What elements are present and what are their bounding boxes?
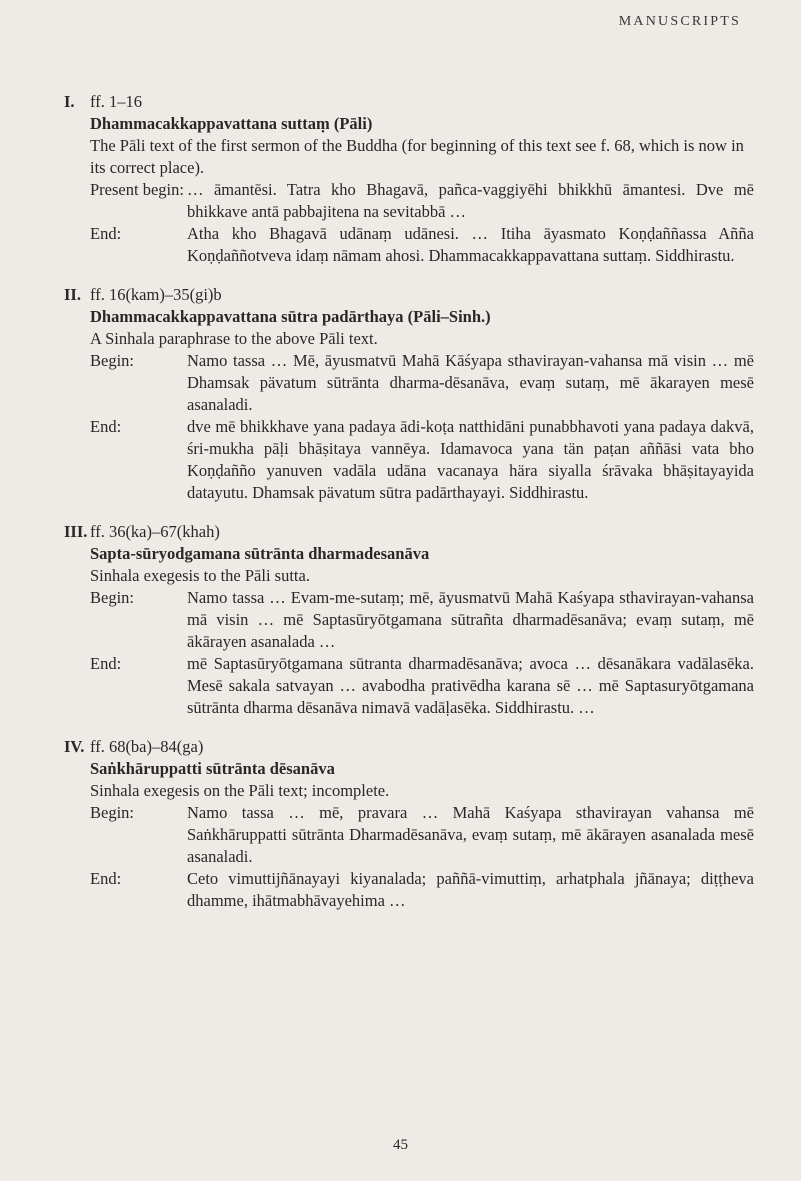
field-begin	[90, 587, 754, 653]
field-label: End:	[90, 224, 122, 243]
field-end	[90, 223, 754, 267]
entry-number: IV.	[64, 737, 85, 756]
entry-description: Sinhala exegesis to the Pāli sutta.	[90, 566, 310, 585]
entry-title: Dhammacakkappavattana sūtra padārthaya (Pāli–Sinh.)	[90, 307, 491, 326]
field-text: Namo tassa … Evam-me-sutaṃ; mē, āyusmatvū Mahā Kaśyapa sthavirayan-vahansa mā visin … mē Saptasūryōtgamana sūtrañta dharmadēsanāva; evaṃ sutaṃ, mē ākārayen asanalada …	[187, 588, 754, 651]
entry-number: II.	[64, 285, 81, 304]
field-label: Present begin:	[90, 180, 184, 199]
catalogue-entry	[64, 736, 754, 912]
field-label: Begin:	[90, 588, 134, 607]
catalogue-entry	[64, 284, 754, 504]
running-head: MANUSCRIPTS	[618, 14, 741, 29]
entry-heading	[64, 736, 754, 758]
field-end	[90, 868, 754, 912]
field-end	[90, 416, 754, 504]
field-text: mē Saptasūryōtgamana sūtranta dharmadēsanāva; avoca … dēsanākara vadālasēka. Mesē sakala satvayan … avabodha prativēdha karana sē … mē Saptasuryōtgamana sūtrānta dharma dēsanāva nimavā vadāḷasēka. Siddhirastu. …	[187, 654, 754, 717]
catalogue-entry	[64, 91, 754, 267]
entry-description: The Pāli text of the first sermon of the Buddha (for beginning of this text see f. 68, which is now in its correct place).	[90, 136, 744, 177]
field-text: Namo tassa … mē, pravara … Mahā Kaśyapa sthavirayan vahansa mē Saṅkhāruppatti sūtrānta Dharmadēsanāva, evaṃ sutaṃ, mē ākārayen asanalada mesē asanaladi.	[187, 803, 754, 866]
entry-description: Sinhala exegesis on the Pāli text; incomplete.	[90, 781, 390, 800]
entry-title: Sapta-sūryodgamana sūtrānta dharmadesanāva	[90, 544, 430, 563]
field-label: Begin:	[90, 803, 134, 822]
entry-number: III.	[64, 522, 88, 541]
field-text: Namo tassa … Mē, āyusmatvū Mahā Kāśyapa sthavirayan-vahansa mā visin … mē Dhamsak pävatum sūtrānta dharma-dēsanāva, evaṃ sutaṃ, mē ākarayen mesē asanaladi.	[187, 351, 754, 414]
entry-heading	[64, 91, 754, 113]
field-text: dve mē bhikkhave yana padaya ādi-koṭa natthidāni punabbhavoti yana padaya dakvā, śri-mukha pāḷi bhāṣitaya vannēya. Idamavoca yana tän paṭan aññāsi vata bho Koṇḍañño yanuven vadāla udāna vacanaya hära siyalla śrāvaka bhāṣitayayida datayutu. Dhamsak pävatum sūtra padārthayayi. Siddhirastu.	[187, 417, 754, 502]
entry-folios: ff. 1–16	[90, 92, 142, 111]
entry-folios: ff. 68(ba)–84(ga)	[90, 737, 204, 756]
entry-title: Dhammacakkappavattana suttaṃ (Pāli)	[90, 114, 373, 133]
field-begin	[90, 350, 754, 416]
entry-folios: ff. 36(ka)–67(khah)	[90, 522, 220, 541]
entry-heading	[64, 284, 754, 306]
field-label: End:	[90, 654, 122, 673]
catalogue-entries	[64, 91, 754, 929]
field-label: End:	[90, 417, 122, 436]
field-begin	[90, 802, 754, 868]
field-label: Begin:	[90, 351, 134, 370]
entry-folios: ff. 16(kam)–35(gi)b	[90, 285, 222, 304]
entry-heading	[64, 521, 754, 543]
field-text: Atha kho Bhagavā udānaṃ udānesi. … Itiha āyasmato Koṇḍaññassa Añña Koṇḍaññotveva idaṃ nāmam ahosi. Dhammacakkappavattana suttaṃ. Siddhirastu.	[187, 224, 754, 265]
catalogue-entry	[64, 521, 754, 719]
entry-description: A Sinhala paraphrase to the above Pāli text.	[90, 329, 378, 348]
field-begin	[90, 179, 754, 223]
entry-title: Saṅkhāruppatti sūtrānta dēsanāva	[90, 759, 335, 778]
field-text: … āmantēsi. Tatra kho Bhagavā, pañca-vaggiyēhi bhikkhū āmantesi. Dve mē bhikkave antā pabbajitena na sevitabbā …	[187, 180, 754, 221]
field-text: Ceto vimuttijñānayayi kiyanalada; paññā-vimuttiṃ, arhatphala jñānaya; diṭṭheva dhamme, ihātmabhāvayehima …	[187, 869, 754, 910]
field-label: End:	[90, 869, 122, 888]
page-number: 45	[393, 1137, 408, 1153]
field-end	[90, 653, 754, 719]
entry-number: I.	[64, 92, 75, 111]
